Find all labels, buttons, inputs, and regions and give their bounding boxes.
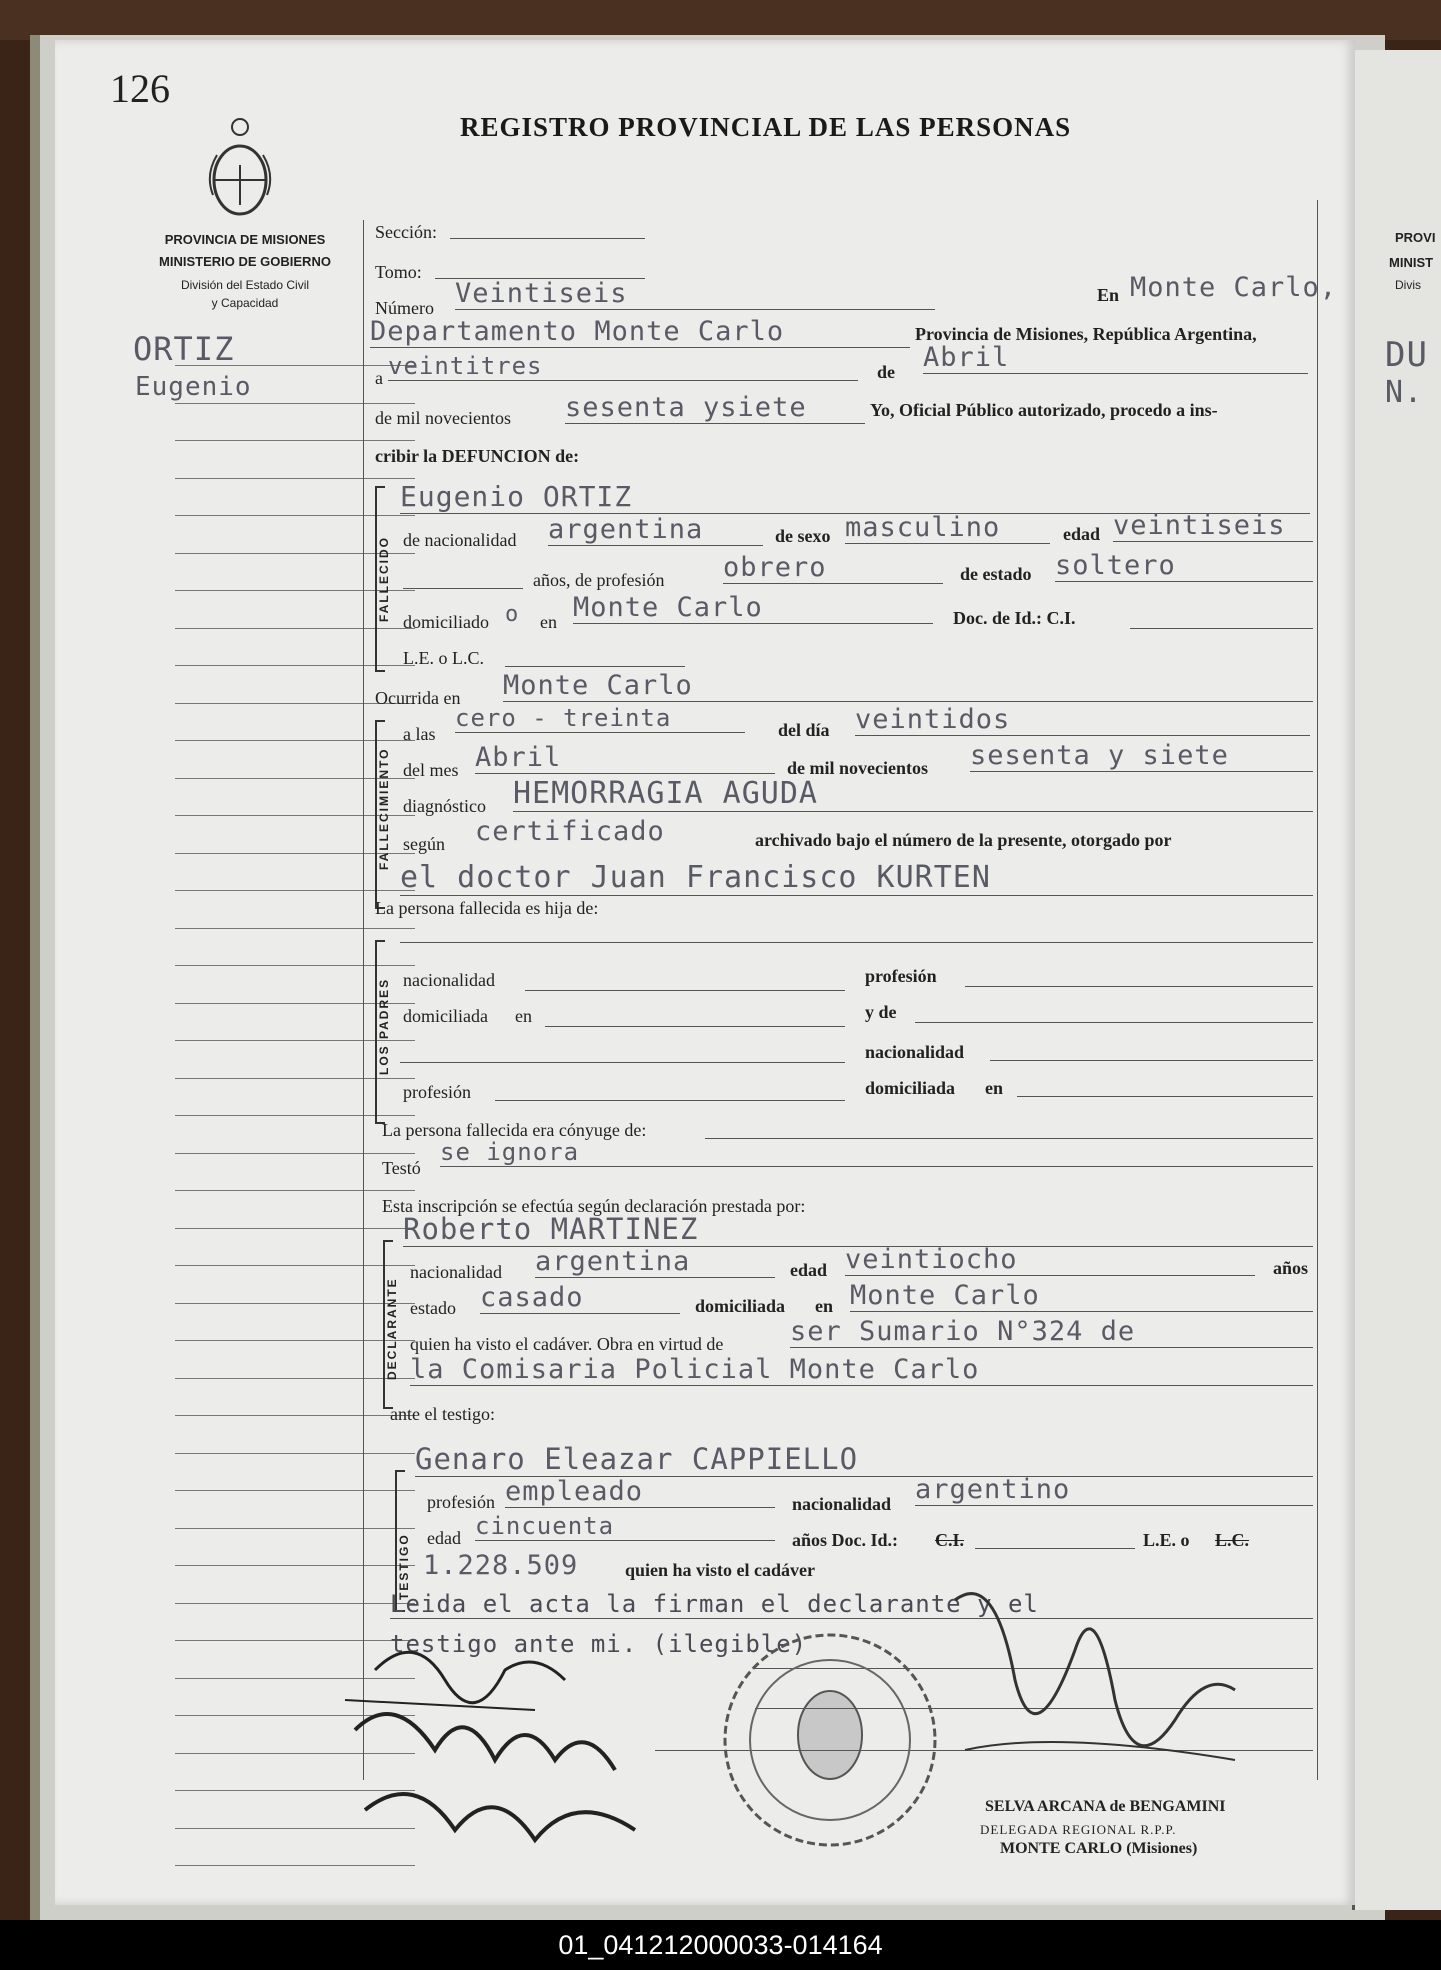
signature-right-icon [935, 1560, 1255, 1820]
padres-prof1-line [965, 986, 1313, 987]
declarante-side-label: DECLARANTE [385, 1277, 399, 1380]
testigo-lc-struck: L.C. [1215, 1530, 1250, 1550]
fallecimiento-mil-value: sesenta y siete [970, 740, 1313, 772]
fallecido-dom-value: Monte Carlo [573, 592, 933, 624]
fallecido-le-label: L.E. o L.C. [403, 648, 484, 668]
sidebar-line-4: y Capacidad [211, 296, 279, 310]
padres-nac2-line [990, 1060, 1313, 1061]
padres-name-line-1 [400, 942, 1313, 943]
next-page-edge [1352, 50, 1441, 1910]
official-seal-icon [715, 1625, 945, 1855]
fallecimiento-alas-label: a las [403, 724, 436, 744]
page-number: 126 [110, 66, 170, 111]
sidebar-rule [175, 1565, 415, 1566]
fallecido-sexo-label: de sexo [775, 526, 831, 546]
next-page-hand-1: DU [1385, 335, 1428, 375]
fallecido-dom-suffix: o [505, 602, 520, 627]
padres-en1: en [515, 1006, 532, 1026]
en-value: Monte Carlo, [1130, 272, 1338, 303]
testigo-nac-value: argentino [915, 1474, 1313, 1506]
closing-text: Leida el acta la firman el declarante y el [390, 1590, 1313, 1619]
fallecido-estado-value: soltero [1055, 550, 1313, 582]
fallecimiento-diag-value: HEMORRAGIA AGUDA [513, 776, 1313, 812]
testo-value: se ignora [440, 1138, 1313, 1167]
declarante-nac-label: nacionalidad [410, 1262, 502, 1282]
sidebar-rule [175, 1603, 415, 1604]
stamp-line-2: DELEGADA REGIONAL R.P.P. [980, 1822, 1177, 1837]
de-label: de [877, 362, 895, 382]
declarante-dom-value: Monte Carlo [850, 1280, 1313, 1312]
next-page-header-2: MINIST [1389, 255, 1434, 270]
conyuge-label: La persona fallecida era cónyuge de: [382, 1120, 647, 1140]
fallecido-dom-label: domiciliado [403, 612, 489, 632]
ante-label: ante el testigo: [390, 1404, 495, 1424]
padres-nac1-line [525, 990, 845, 991]
declarante-estado-label: estado [410, 1298, 456, 1318]
fallecimiento-dia-label: del día [778, 720, 830, 740]
ocurrida-value: Monte Carlo [503, 670, 1313, 702]
left-divider [363, 220, 364, 1780]
sidebar-rule [175, 1378, 415, 1379]
sidebar-rule [175, 928, 415, 929]
sidebar-rule [175, 1528, 415, 1529]
de-value: Abril [923, 342, 1308, 374]
sidebar-rule [175, 1303, 415, 1304]
inscripcion-label: Esta inscripción se efectúa según declaración prestada por: [382, 1196, 806, 1216]
testo-label: Testó [382, 1158, 421, 1178]
sidebar-rule [175, 1415, 415, 1416]
padres-nac2: nacionalidad [865, 1042, 965, 1062]
declarante-en-label: en [815, 1296, 833, 1316]
sidebar-given-name: Eugenio [135, 372, 252, 402]
tomo-label: Tomo: [375, 262, 422, 282]
hija-label: La persona fallecida es hija de: [375, 898, 599, 918]
numero-value: Veintiseis [455, 278, 935, 310]
cribir-label: cribir la DEFUNCION de: [375, 446, 580, 466]
fallecido-en-label: en [540, 612, 557, 632]
padres-side-label: LOS PADRES [377, 977, 391, 1075]
sidebar-line-3: División del Estado Civil [180, 278, 310, 292]
seccion-line [450, 238, 645, 239]
padres-prof1: profesión [865, 966, 937, 986]
closing-text-2: testigo ante mi. (ilegible) [390, 1630, 808, 1658]
padres-dom1: domiciliada [403, 1006, 488, 1026]
declarante-virtud-value-2: la Comisaria Policial Monte Carlo [410, 1354, 1313, 1386]
fallecimiento-mes-label: del mes [403, 760, 459, 780]
declarante-edad-label: edad [790, 1260, 828, 1280]
image-caption: 01_041212000033-014164 [0, 1920, 1441, 1970]
declarante-estado-value: casado [480, 1282, 680, 1314]
fallecimiento-segun-label: según [403, 834, 445, 854]
fallecimiento-mil-label: de mil novecientos [787, 758, 928, 778]
fallecido-name: Eugenio ORTIZ [400, 480, 1310, 514]
declarante-virtud-value: ser Sumario N°324 de [790, 1316, 1313, 1348]
provincia-label: Provincia de Misiones, República Argentina, [915, 324, 1257, 344]
fallecimiento-alas-value: cero - treinta [455, 704, 745, 733]
testigo-le-label: L.E. o [1143, 1530, 1190, 1550]
fallecimiento-mes-value: Abril [475, 742, 775, 774]
padres-yde: y de [865, 1002, 897, 1022]
right-divider [1317, 200, 1318, 1780]
fallecido-nac-label: de nacionalidad [403, 530, 517, 550]
testigo-nac-label: nacionalidad [792, 1494, 892, 1514]
en-label: En [1097, 285, 1120, 305]
declarante-anos-label: años [1273, 1258, 1309, 1278]
fallecimiento-side-label: FALLECIMIENTO [377, 747, 391, 870]
sidebar-rule [175, 1265, 415, 1266]
fallecimiento-segun-value: certificado [475, 816, 665, 847]
page-title: REGISTRO PROVINCIAL DE LAS PERSONAS [460, 112, 1072, 142]
testigo-edad-label: edad [427, 1528, 461, 1548]
fallecido-doc-label: Doc. de Id.: C.I. [953, 608, 1076, 628]
fallecido-estado-label: de estado [960, 564, 1032, 584]
padres-prof2-line [495, 1100, 845, 1101]
padres-nac1: nacionalidad [403, 970, 495, 990]
next-page-hand-2: N. [1385, 375, 1424, 410]
padres-yde-line [915, 1022, 1313, 1023]
fallecido-doc-line [1130, 628, 1313, 629]
departamento-value: Departamento Monte Carlo [370, 316, 910, 348]
padres-dom2-line [1017, 1096, 1313, 1097]
sidebar-line-1: PROVINCIA DE MISIONES [164, 232, 326, 247]
ocurrida-label: Ocurrida en [375, 688, 461, 708]
background-top [0, 0, 1441, 40]
sidebar-rule [175, 1190, 415, 1191]
testigo-quien-label: quien ha visto el cadáver [625, 1560, 816, 1580]
sidebar-rule [175, 440, 415, 441]
a-label: a [375, 368, 383, 388]
next-page-header-1: PROVI [1395, 230, 1436, 245]
declarante-quien-label: quien ha visto el cadáver. Obra en virtud de [410, 1334, 724, 1354]
sidebar-rule [175, 478, 415, 479]
declarante-dom-label: domiciliada [695, 1296, 786, 1316]
testigo-prof-value: empleado [505, 1476, 775, 1508]
testigo-doc-line [975, 1548, 1135, 1549]
testigo-doc-value: 1.228.509 [423, 1550, 579, 1581]
fallecimiento-dia-value: veintidos [855, 704, 1310, 736]
fallecido-edad-value: veintiseis [1113, 510, 1313, 542]
testigo-edad-value: cincuenta [475, 1512, 775, 1541]
fallecimiento-diag-label: diagnóstico [403, 796, 486, 816]
stamp-line-3: MONTE CARLO (Misiones) [1000, 1840, 1198, 1857]
testigo-anos-label: años Doc. Id.: [792, 1530, 899, 1550]
fallecido-nac-value: argentina [548, 514, 763, 546]
padres-en2: en [985, 1078, 1003, 1098]
testigo-ci-struck: C.I. [935, 1530, 965, 1550]
testigo-side-label: TESTIGO [397, 1533, 411, 1600]
mil-label: de mil novecientos [375, 408, 511, 428]
padres-dom1-line [545, 1026, 845, 1027]
stamp-line-1: SELVA ARCANA de BENGAMINI [985, 1798, 1226, 1815]
sidebar-rule [175, 403, 415, 404]
declarante-nac-value: argentina [535, 1246, 775, 1278]
yo-label: Yo, Oficial Público autorizado, procedo a ins- [870, 400, 1218, 420]
fallecido-edad-label: edad [1063, 524, 1101, 544]
fallecido-prof-value: obrero [723, 552, 943, 584]
fallecido-side-label: FALLECIDO [377, 536, 391, 622]
padres-name-line-2 [400, 1062, 845, 1063]
next-page-header-3: Divis [1395, 278, 1421, 292]
testigo-name: Genaro Eleazar CAPPIELLO [415, 1442, 1313, 1477]
testigo-prof-label: profesión [427, 1492, 495, 1512]
sidebar-rule [175, 1490, 415, 1491]
fallecimiento-doctor-value: el doctor Juan Francisco KURTEN [400, 860, 1313, 896]
declarante-name: Roberto MARTINEZ [403, 1212, 1313, 1247]
register-page [55, 40, 1355, 1905]
fallecido-sexo-value: masculino [845, 512, 1050, 544]
fallecimiento-archivado-label: archivado bajo el número de la presente, otorgado por [755, 830, 1172, 850]
sidebar-rule [175, 1340, 415, 1341]
sidebar-rule [175, 1153, 415, 1154]
coat-of-arms-icon [205, 115, 275, 225]
sidebar-rule [175, 1228, 415, 1229]
fallecido-anos-label: años, de profesión [533, 570, 665, 590]
mil-value: sesenta ysiete [565, 392, 865, 424]
sidebar-line-2: MINISTERIO DE GOBIERNO [159, 254, 331, 269]
padres-dom2: domiciliada [865, 1078, 956, 1098]
sidebar-surname: ORTIZ [133, 330, 235, 368]
sidebar-rule [175, 365, 415, 366]
declarante-edad-value: veintiocho [845, 1244, 1255, 1276]
fallecido-le-line [505, 666, 685, 667]
seccion-label: Sección: [375, 222, 437, 242]
signatures-left-icon [335, 1610, 715, 1900]
numero-label: Número [375, 298, 434, 318]
fallecido-edad-continuation [403, 588, 523, 589]
a-value: veintitres [388, 352, 858, 381]
padres-prof2: profesión [403, 1082, 471, 1102]
sidebar-rule [175, 1453, 415, 1454]
